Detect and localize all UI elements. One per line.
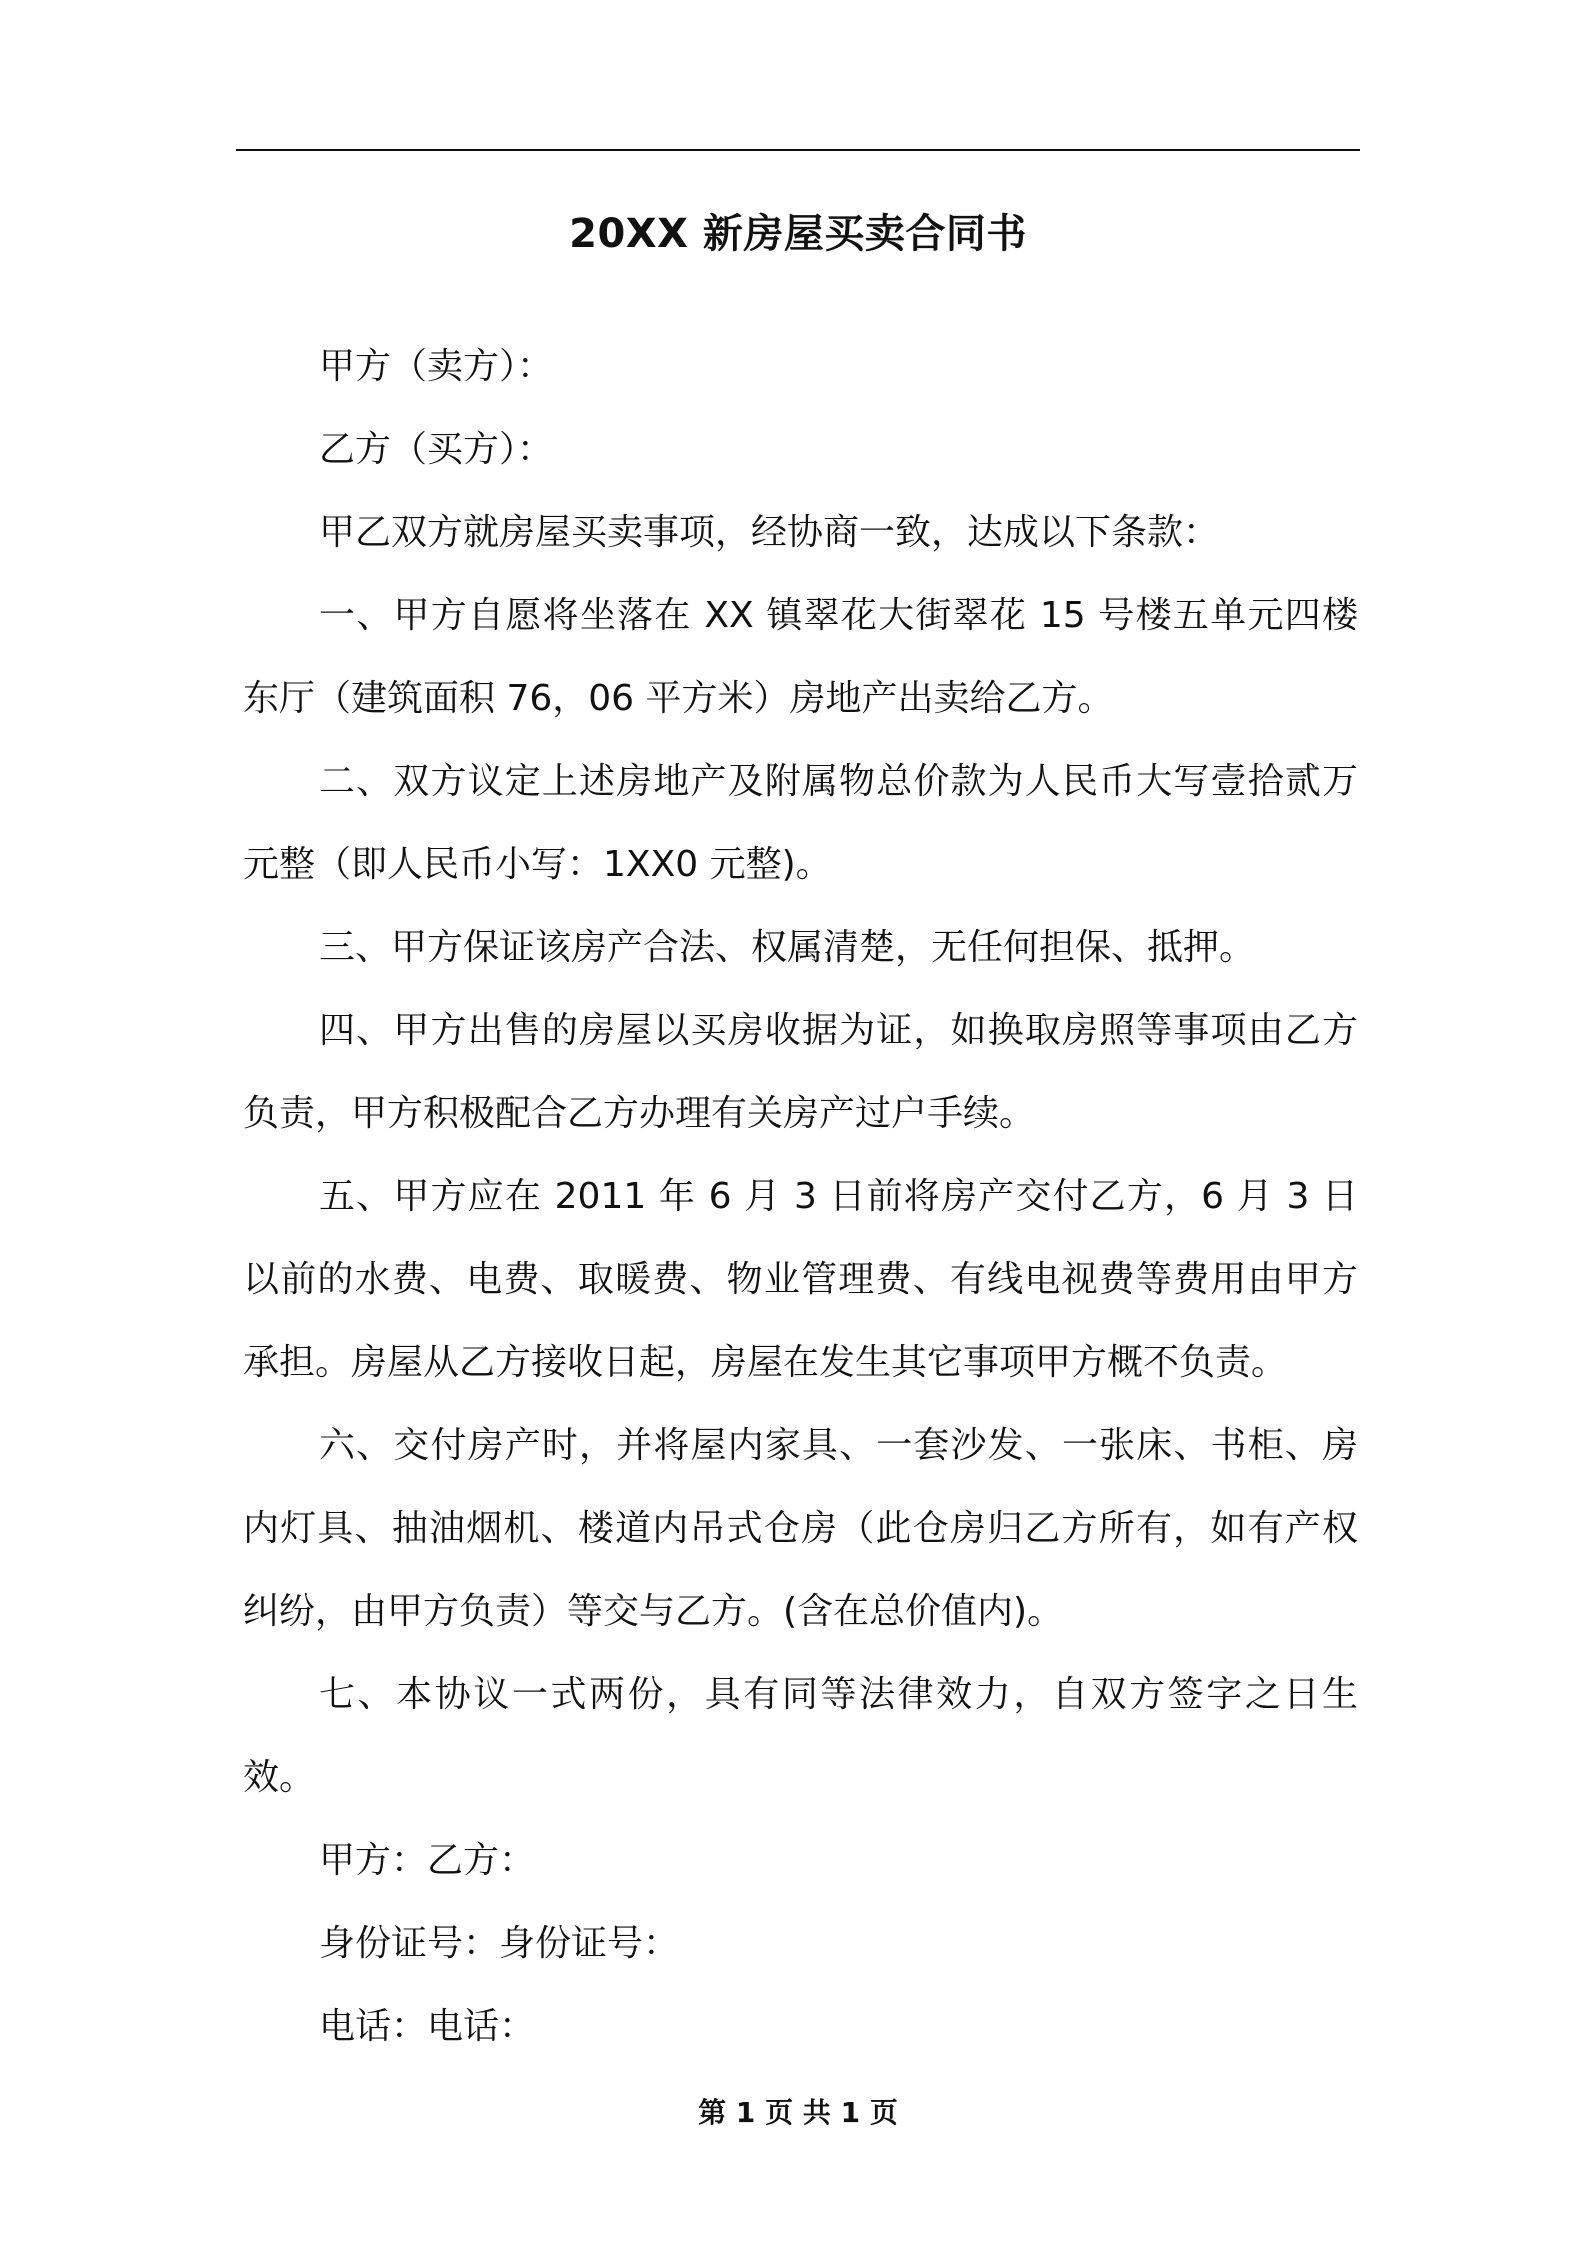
clause-5: 五、甲方应在 2011 年 6 月 3 日前将房产交付乙方，6 月 3 日以前的水费、电费、取暖费、物业管理费、有线电视费等费用由甲方承担。房屋从乙方接收日起，房屋在发生其它事项甲方概不负责。 (243, 1176, 1358, 1383)
clause-6: 六、交付房产时，并将屋内家具、一套沙发、一张床、书柜、房内灯具、抽油烟机、楼道内吊式仓房（此仓房归乙方所有，如有产权纠纷，由甲方负责）等交与乙方。(含在总价值内)。 (243, 1425, 1358, 1632)
signature-id-numbers: 身份证号：身份证号： (319, 1923, 680, 1964)
clause-1: 一、甲方自愿将坐落在 XX 镇翠花大街翠花 15 号楼五单元四楼东厅（建筑面积 76，06 平方米）房地产出卖给乙方。 (243, 595, 1358, 719)
page-number: 第 1 页 共 1 页 (698, 2096, 898, 2129)
paragraph-intro: 甲乙双方就房屋买卖事项，经协商一致，达成以下条款： (319, 512, 1220, 553)
paragraph-seller: 甲方（卖方）： (319, 346, 554, 387)
clause-7: 七、本协议一式两份，具有同等法律效力，自双方签字之日生效。 (243, 1674, 1358, 1798)
document-body (243, 325, 1358, 2068)
signature-phones: 电话：电话： (319, 2006, 536, 2047)
clause-3: 三、甲方保证该房产合法、权属清楚，无任何担保、抵押。 (319, 927, 1256, 968)
clause-2: 二、双方议定上述房地产及附属物总价款为人民币大写壹拾贰万元整（即人民币小写：1XX0 元整)。 (243, 761, 1358, 885)
document-title: 20XX 新房屋买卖合同书 (569, 211, 1027, 257)
header-rule (236, 149, 1360, 151)
paragraph-buyer: 乙方（买方）： (319, 429, 554, 470)
clause-4: 四、甲方出售的房屋以买房收据为证，如换取房照等事项由乙方负责，甲方积极配合乙方办理有关房产过户手续。 (243, 1010, 1358, 1134)
signature-parties: 甲方：乙方： (319, 1840, 536, 1881)
